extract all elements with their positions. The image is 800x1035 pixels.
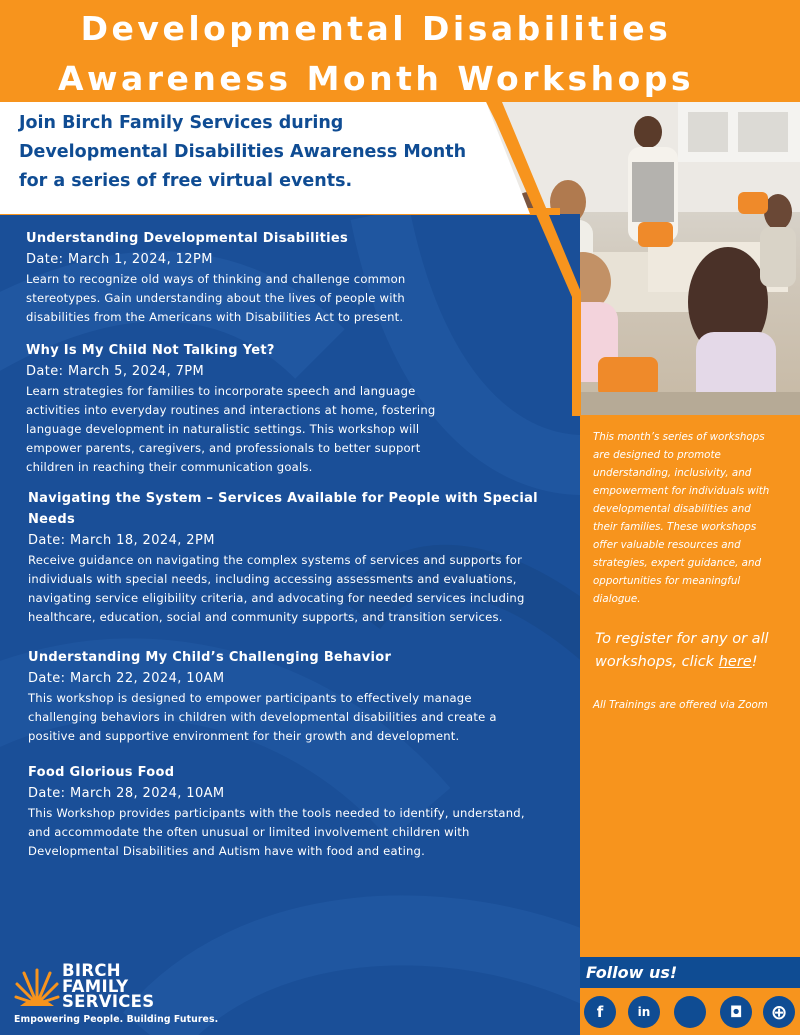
follow-us-label: Follow us! xyxy=(586,963,678,982)
workshop-date: Date: March 28, 2024, 10AM xyxy=(28,786,225,801)
register-line-2 xyxy=(595,651,795,674)
register-line-1: To register for any or all xyxy=(595,631,769,647)
register-suffix: ! xyxy=(751,654,758,670)
workshop-item xyxy=(26,340,566,477)
workshop-item xyxy=(28,762,573,861)
workshop-description xyxy=(26,382,566,477)
register-prefix: workshops, click xyxy=(595,654,719,670)
sidebar-line: dialogue. xyxy=(593,593,641,605)
title-line-1: Developmental Disabilities xyxy=(80,9,672,48)
logo-line-2: FAMILY xyxy=(62,976,129,996)
workshop-item xyxy=(28,488,573,627)
desc-line: language development in naturalistic settings. This workshop will xyxy=(26,422,420,436)
intro-line-3: for a series of free virtual events. xyxy=(19,171,353,191)
desc-line: and accommodate the often unusual or limited involvement children with xyxy=(28,825,470,839)
workshop-date: Date: March 18, 2024, 2PM xyxy=(28,533,215,548)
website-icon[interactable]: ⊕ xyxy=(763,996,795,1028)
desc-line: This workshop is designed to empower participants to effectively manage xyxy=(28,691,472,705)
logo-line-1: BIRCH xyxy=(62,961,121,980)
zoom-note: All Trainings are offered via Zoom xyxy=(593,699,768,711)
desc-line: activities into everyday routines and interactions at home, fostering xyxy=(26,403,436,417)
sidebar-description xyxy=(593,428,793,608)
birch-sun-logo-icon xyxy=(14,964,60,1010)
sidebar-line: their families. These workshops xyxy=(593,521,757,533)
sidebar-line: empowerment for individuals with xyxy=(593,485,770,497)
logo-tagline: Empowering People. Building Futures. xyxy=(14,1014,219,1025)
workshop-description xyxy=(28,689,573,746)
desc-line: individuals with special needs, including accessing assessments and evaluations, xyxy=(28,572,517,586)
desc-line: children in reaching their communication goals. xyxy=(26,460,313,474)
social-icon[interactable] xyxy=(674,996,706,1028)
sidebar-line: developmental disabilities and xyxy=(593,503,751,515)
workshop-title: Understanding My Child’s Challenging Behavior xyxy=(28,650,392,665)
workshop-title-line-2: Needs xyxy=(28,512,76,527)
workshop-item xyxy=(26,228,566,327)
workshop-item xyxy=(28,647,573,746)
facebook-icon[interactable]: f xyxy=(584,996,616,1028)
workshop-date: Date: March 22, 2024, 10AM xyxy=(28,671,225,686)
desc-line: navigating service eligibility criteria, and advocating for needed services including xyxy=(28,591,525,605)
workshop-date: Date: March 5, 2024, 7PM xyxy=(26,364,205,379)
desc-line: challenging behaviors in children with developmental disabilities and create a xyxy=(28,710,497,724)
intro-text xyxy=(19,109,499,196)
instagram-icon[interactable]: ◘ xyxy=(720,996,752,1028)
desc-line: Learn strategies for families to incorporate speech and language xyxy=(26,384,416,398)
desc-line: healthcare, education, social and community supports, and transition services. xyxy=(28,610,503,624)
logo-wordmark xyxy=(62,963,154,1010)
sidebar-line: understanding, inclusivity, and xyxy=(593,467,752,479)
linkedin-icon[interactable]: in xyxy=(628,996,660,1028)
workshop-title: Why Is My Child Not Talking Yet? xyxy=(26,343,275,358)
workshop-description xyxy=(28,551,573,627)
title-line-2: Awareness Month Workshops xyxy=(57,59,695,98)
desc-line: Learn to recognize old ways of thinking and challenge common xyxy=(26,272,406,286)
sidebar-line: are designed to promote xyxy=(593,449,721,461)
intro-line-1: Join Birch Family Services during xyxy=(19,113,344,133)
workshop-description xyxy=(28,804,573,861)
desc-line: empower parents, caregivers, and professionals to better support xyxy=(26,441,421,455)
sidebar-line: opportunities for meaningful xyxy=(593,575,741,587)
intro-line-2: Developmental Disabilities Awareness Month xyxy=(19,142,467,162)
desc-line: This Workshop provides participants with the tools needed to identify, understand, xyxy=(28,806,525,820)
workshop-description xyxy=(26,270,566,327)
sidebar-line: strategies, expert guidance, and xyxy=(593,557,762,569)
register-callout xyxy=(595,628,795,674)
logo-line-3: SERVICES xyxy=(62,992,155,1011)
desc-line: Receive guidance on navigating the complex systems of services and supports for xyxy=(28,553,523,567)
sidebar-line: This month’s series of workshops xyxy=(593,431,765,443)
workshop-date: Date: March 1, 2024, 12PM xyxy=(26,252,213,267)
desc-line: stereotypes. Gain understanding about the lives of people with xyxy=(26,291,405,305)
desc-line: positive and supportive environment for their growth and development. xyxy=(28,729,460,743)
desc-line: disabilities from the Americans with Disabilities Act to present. xyxy=(26,310,404,324)
page-title xyxy=(0,4,752,104)
desc-line: Developmental Disabilities and Autism have with food and eating. xyxy=(28,844,425,858)
workshop-title: Understanding Developmental Disabilities xyxy=(26,231,349,246)
register-link[interactable]: here xyxy=(718,654,752,670)
workshop-title: Food Glorious Food xyxy=(28,765,175,780)
workshop-title-line-1: Navigating the System – Services Available for People with Special xyxy=(28,491,538,506)
sidebar-line: offer valuable resources and xyxy=(593,539,741,551)
